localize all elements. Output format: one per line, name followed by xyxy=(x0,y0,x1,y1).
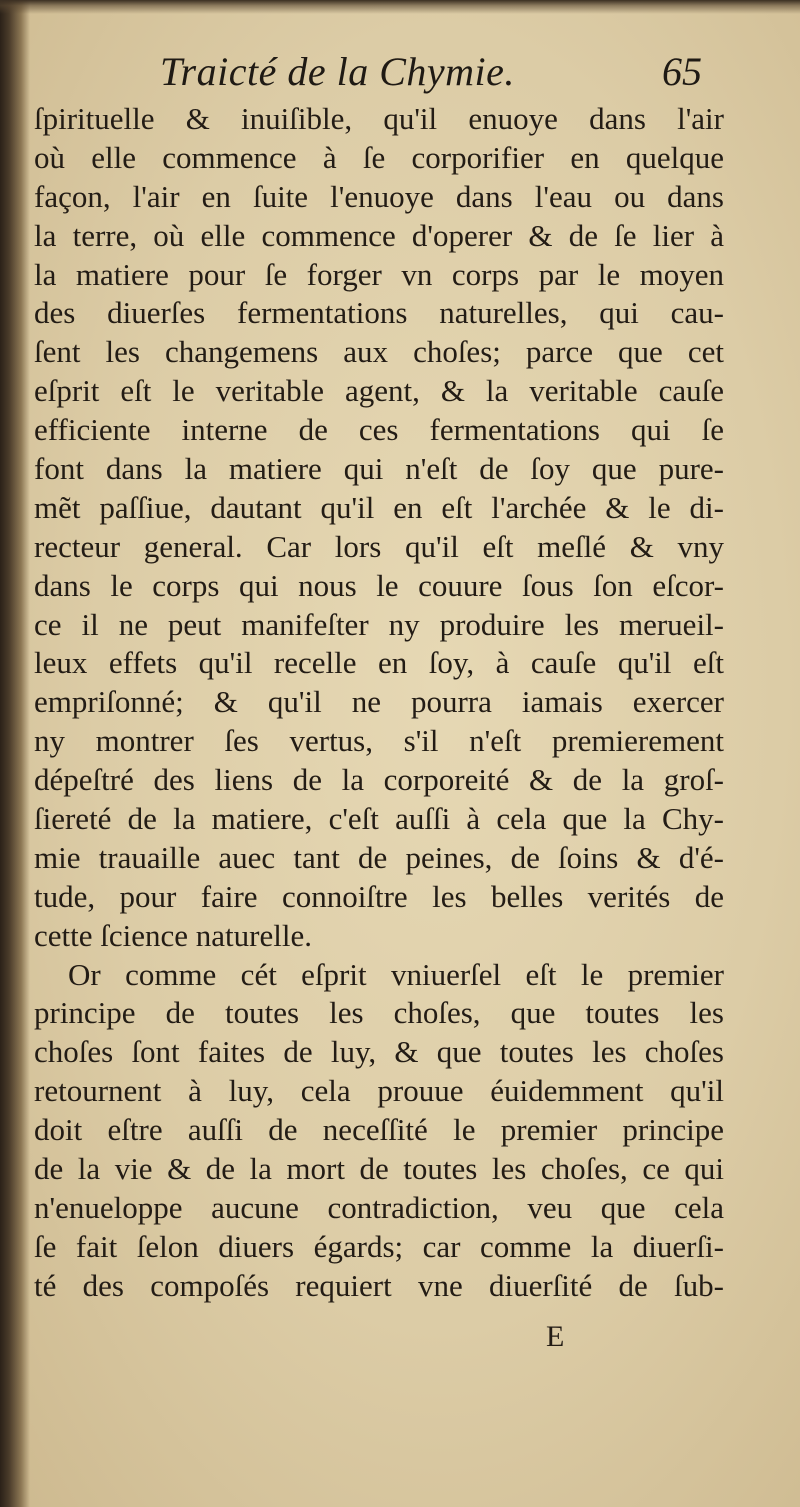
text-line: tude, pour faire connoiſtre les belles verités de xyxy=(34,878,724,914)
text-line: choſes ſont faites de luy, & que toutes les choſes xyxy=(34,1034,724,1070)
text-line: ſe fait ſelon diuers égards; car comme la diuerſi- xyxy=(34,1228,724,1264)
text-line: empriſonné; & qu'il ne pourra iamais exercer xyxy=(34,684,724,720)
text-line: dans le corps qui nous le couure ſous ſon eſcor- xyxy=(34,567,724,603)
signature-mark: E xyxy=(546,1320,565,1353)
page-header xyxy=(0,40,800,100)
text-line: ſpirituelle & inuiſible, qu'il enuoye dans l'air xyxy=(34,101,724,136)
text-line: ſent les changemens aux choſes; parce que cet xyxy=(34,334,724,370)
text-line: ny montrer ſes vertus, s'il n'eſt premierement xyxy=(34,723,724,759)
text-line: leux effets qu'il recelle en ſoy, à cauſe qu'il eſt xyxy=(34,645,724,681)
running-title: Traicté de la Chymie. xyxy=(160,49,515,94)
text-line: principe de toutes les choſes, que toutes les xyxy=(34,995,724,1031)
text-line: efficiente interne de ces fermentations qui ſe xyxy=(34,412,724,448)
text-line: ce il ne peut manifeſter ny produire les merueil- xyxy=(34,606,724,642)
text-line: eſprit eſt le veritable agent, & la veritable cauſe xyxy=(34,373,724,409)
text-line: té des compoſés requiert vne diuerſité de ſub- xyxy=(34,1267,724,1303)
body-text xyxy=(34,100,724,1306)
text-line: doit eſtre auſſi de neceſſité le premier principe xyxy=(34,1112,724,1148)
paragraph-start-line: Or comme cét eſprit vniuerſel eſt le premier xyxy=(68,956,724,992)
page-top-edge xyxy=(0,0,800,14)
page-number: 65 xyxy=(662,49,702,94)
text-line: dépeſtré des liens de la corporeité & de la groſ- xyxy=(34,762,724,798)
binding-gutter xyxy=(0,0,30,1507)
text-line: des diuerſes fermentations naturelles, qui cau- xyxy=(34,295,724,331)
text-line: la terre, où elle commence d'operer & de ſe lier à xyxy=(34,217,724,253)
text-line: mẽt paſſiue, dautant qu'il en eſt l'archée & le di- xyxy=(34,489,724,525)
text-line: font dans la matiere qui n'eſt de ſoy que pure- xyxy=(34,451,724,487)
text-line: ſiereté de la matiere, c'eſt auſſi à cela que la Chy- xyxy=(34,801,724,837)
text-line: façon, l'air en ſuite l'enuoye dans l'eau ou dans xyxy=(34,178,724,214)
text-line: n'enueloppe aucune contradiction, veu que cela xyxy=(34,1189,724,1225)
text-line: recteur general. Car lors qu'il eſt meſlé & vny xyxy=(34,528,724,564)
text-line: retournent à luy, cela prouue éuidemment qu'il xyxy=(34,1073,724,1109)
text-line: la matiere pour ſe forger vn corps par le moyen xyxy=(34,256,724,292)
text-line: où elle commence à ſe corporifier en quelque xyxy=(34,139,724,175)
text-line: de la vie & de la mort de toutes les choſes, ce qui xyxy=(34,1151,724,1187)
text-line: mie trauaille auec tant de peines, de ſoins & d'é- xyxy=(34,839,724,875)
text-line: cette ſcience naturelle. xyxy=(34,917,312,953)
